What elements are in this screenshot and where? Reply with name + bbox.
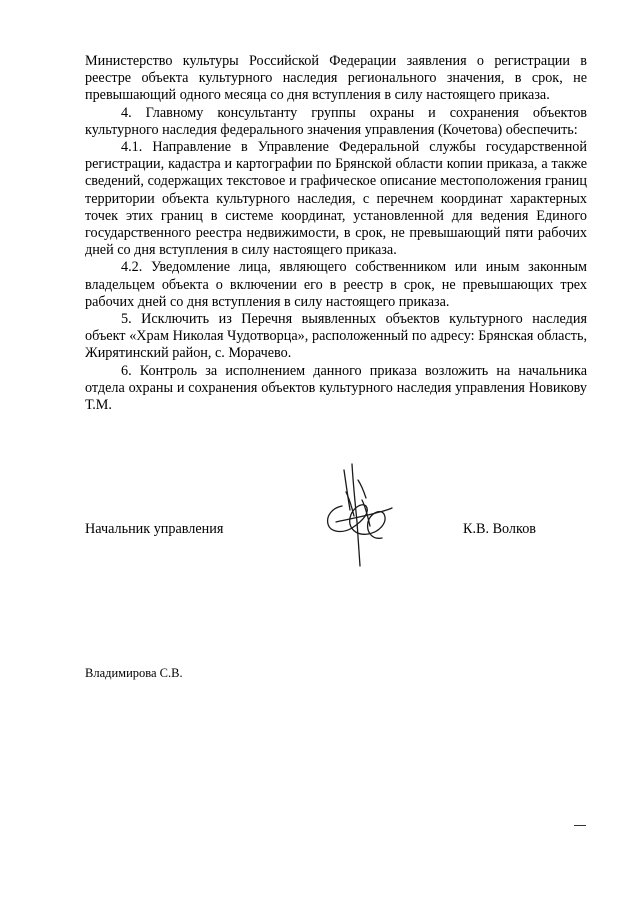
executor-name: Владимирова С.В. — [85, 666, 183, 680]
paragraph-item-4: 4. Главному консультанту группы охраны и сохранения объектов культурного наследия федерального значения управления (Кочетова) обеспечить: — [85, 104, 587, 138]
signer-title: Начальник управления — [85, 521, 224, 537]
document-body — [85, 53, 587, 414]
handwritten-signature — [322, 462, 394, 570]
paragraph-continuation: Министерство культуры Российской Федерации заявления о регистрации в реестре объекта культурного наследия регионального значения, в срок, не превышающий одного месяца со дня вступления в силу настоящего приказа. — [85, 53, 587, 104]
paragraph-item-4-1: 4.1. Направление в Управление Федеральной службы государственной регистрации, кадастра и картографии по Брянской области копии приказа, а также сведений, содержащих текстовое и графическое описание местоположения границ территории объекта культурного наследия, с перечнем координат характерных точек этих границ в системе координат, установленной для ведения Единого государственного реестра недвижимости, в срок, не превышающий пяти рабочих дней со дня вступления в силу настоящего приказа. — [85, 139, 587, 259]
signer-name: К.В. Волков — [463, 521, 536, 537]
page-mark — [574, 825, 586, 826]
paragraph-item-4-2: 4.2. Уведомление лица, являющего собственником или иным законным владельцем объекта о включении его в реестр в срок, не превышающих трех рабочих дней со дня вступления в силу настоящего приказа. — [85, 259, 587, 310]
paragraph-item-5: 5. Исключить из Перечня выявленных объектов культурного наследия объект «Храм Николая Чудотворца», расположенный по адресу: Брянская область, Жирятинский район, с. Морачево. — [85, 311, 587, 362]
paragraph-item-6: 6. Контроль за исполнением данного приказа возложить на начальника отдела охраны и сохранения объектов культурного наследия управления Новикову Т.М. — [85, 362, 587, 414]
